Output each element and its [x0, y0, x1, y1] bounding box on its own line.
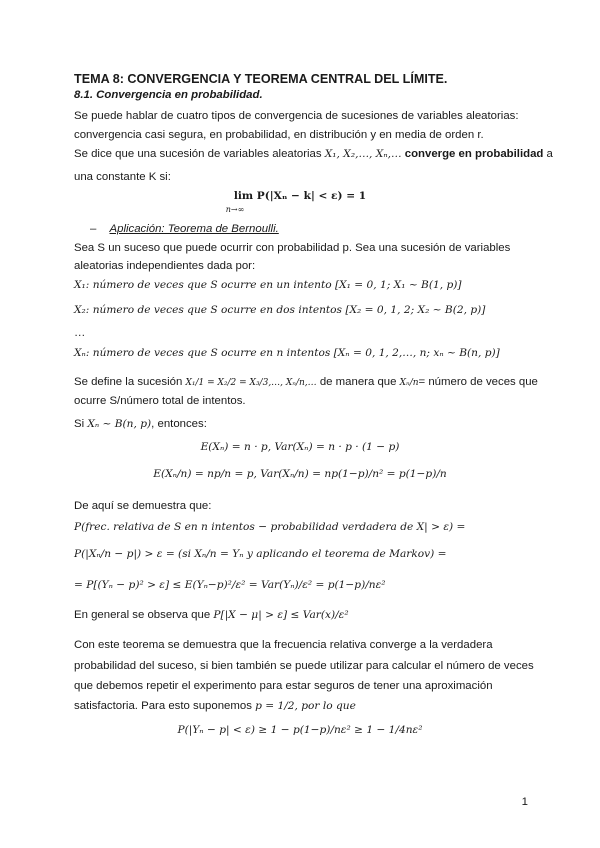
text: = número de veces que	[418, 376, 538, 388]
paragraph-line: Sea S un suceso que puede ocurrir con probabilidad p. Sea una sucesión de variables	[74, 242, 511, 254]
text: a	[546, 148, 553, 160]
equation-text: n→∞	[225, 205, 245, 214]
text: , entonces:	[151, 418, 207, 430]
equation-line: = P[(Yₙ − p)² > ε] ≤ E(Yₙ−p)²/ε² = Var(Yₙ)/ε² = p(1−p)/nε²	[74, 579, 386, 591]
paragraph-line	[74, 699, 356, 713]
bullet-line	[90, 222, 279, 236]
paragraph-line: que debemos repetir el experimento para estar seguros de tener una aproximación	[74, 680, 493, 692]
paragraph-line	[74, 608, 349, 622]
equation-text: lim P(|Xₙ − k| < ε) = 1	[233, 190, 367, 202]
math-inline: X₁/1 = X₂/2 = X₃/3,…, Xₙ/n,…	[185, 378, 317, 388]
application-heading: Aplicación: Teorema de Bernoulli.	[109, 223, 279, 235]
page-title: TEMA 8: CONVERGENCIA Y TEOREMA CENTRAL DEL LÍMITE.	[74, 72, 448, 86]
paragraph-line: probabilidad del suceso, si bien también se puede utilizar para calcular el número de veces	[74, 660, 534, 672]
math-inline: P[|X − μ| > ε] ≤ Var(x)/ε²	[213, 609, 349, 621]
equation-subscript	[0, 205, 600, 214]
equation-final	[0, 724, 600, 736]
paragraph-line: convergencia casi segura, en probabilidad, en distribución y en media de orden r.	[74, 129, 484, 141]
paragraph-line: una constante K si:	[74, 171, 171, 183]
math-inline: Xₙ/n	[399, 378, 419, 388]
equation-expectation	[0, 441, 600, 453]
definition-x2: X₂: número de veces que S ocurre en dos intentos [X₂ = 0, 1, 2; X₂ ~ B(2, p)]	[74, 304, 486, 316]
text: En general se observa que	[74, 609, 211, 621]
paragraph-line: De aquí se demuestra que:	[74, 500, 212, 512]
equation-line: P(|Xₙ/n − p|) > ε = (si Xₙ/n = Yₙ y aplicando el teorema de Markov) =	[74, 548, 447, 560]
equation-text: E(Xₙ) = n · p, Var(Xₙ) = n · p · (1 − p)	[200, 441, 400, 453]
paragraph-line	[74, 375, 538, 390]
page-number: 1	[521, 796, 528, 808]
paragraph-line	[74, 417, 207, 431]
math-inline: Xₙ ~ B(n, p)	[87, 418, 152, 430]
definition-x1: X₁: número de veces que S ocurre en un intento [X₁ = 0, 1; X₁ ~ B(1, p)]	[74, 279, 462, 291]
equation-limit	[0, 190, 600, 202]
bold-text: converge en probabilidad	[404, 148, 544, 160]
bullet-icon: –	[90, 223, 97, 235]
text: de manera que	[319, 376, 397, 388]
equation-text: E(Xₙ/n) = np/n = p, Var(Xₙ/n) = np(1−p)/n² = p(1−p)/n	[153, 468, 447, 480]
paragraph-line: aleatorias independientes dada por:	[74, 260, 256, 272]
section-subtitle: 8.1. Convergencia en probabilidad.	[74, 89, 263, 101]
text: satisfactoria. Para esto suponemos	[74, 700, 252, 712]
paragraph-line: Se puede hablar de cuatro tipos de convergencia de sucesiones de variables aleatorias:	[74, 110, 519, 122]
text: Se dice que una sucesión de variables aleatorias	[74, 148, 322, 160]
equation-text: P(|Yₙ − p| < ε) ≥ 1 − p(1−p)/nε² ≥ 1 − 1/4nε²	[177, 724, 423, 736]
equation-line: P(frec. relativa de S en n intentos − probabilidad verdadera de X| > ε) =	[74, 521, 466, 533]
text: Se define la sucesión	[74, 376, 183, 388]
math-inline: X₁, X₂,…, Xₙ,…	[324, 148, 402, 160]
text: Si	[74, 418, 85, 430]
equation-expectation-relative	[0, 468, 600, 480]
paragraph-line	[74, 147, 553, 161]
paragraph-line: Con este teorema se demuestra que la frecuencia relativa converge a la verdadera	[74, 639, 493, 651]
math-inline: p = 1/2, por lo que	[255, 700, 356, 712]
definition-xn: Xₙ: número de veces que S ocurre en n intentos [Xₙ = 0, 1, 2,…, n; xₙ ~ B(n, p)]	[74, 347, 500, 359]
ellipsis: …	[74, 327, 86, 339]
paragraph-line: ocurre S/número total de intentos.	[74, 395, 246, 407]
